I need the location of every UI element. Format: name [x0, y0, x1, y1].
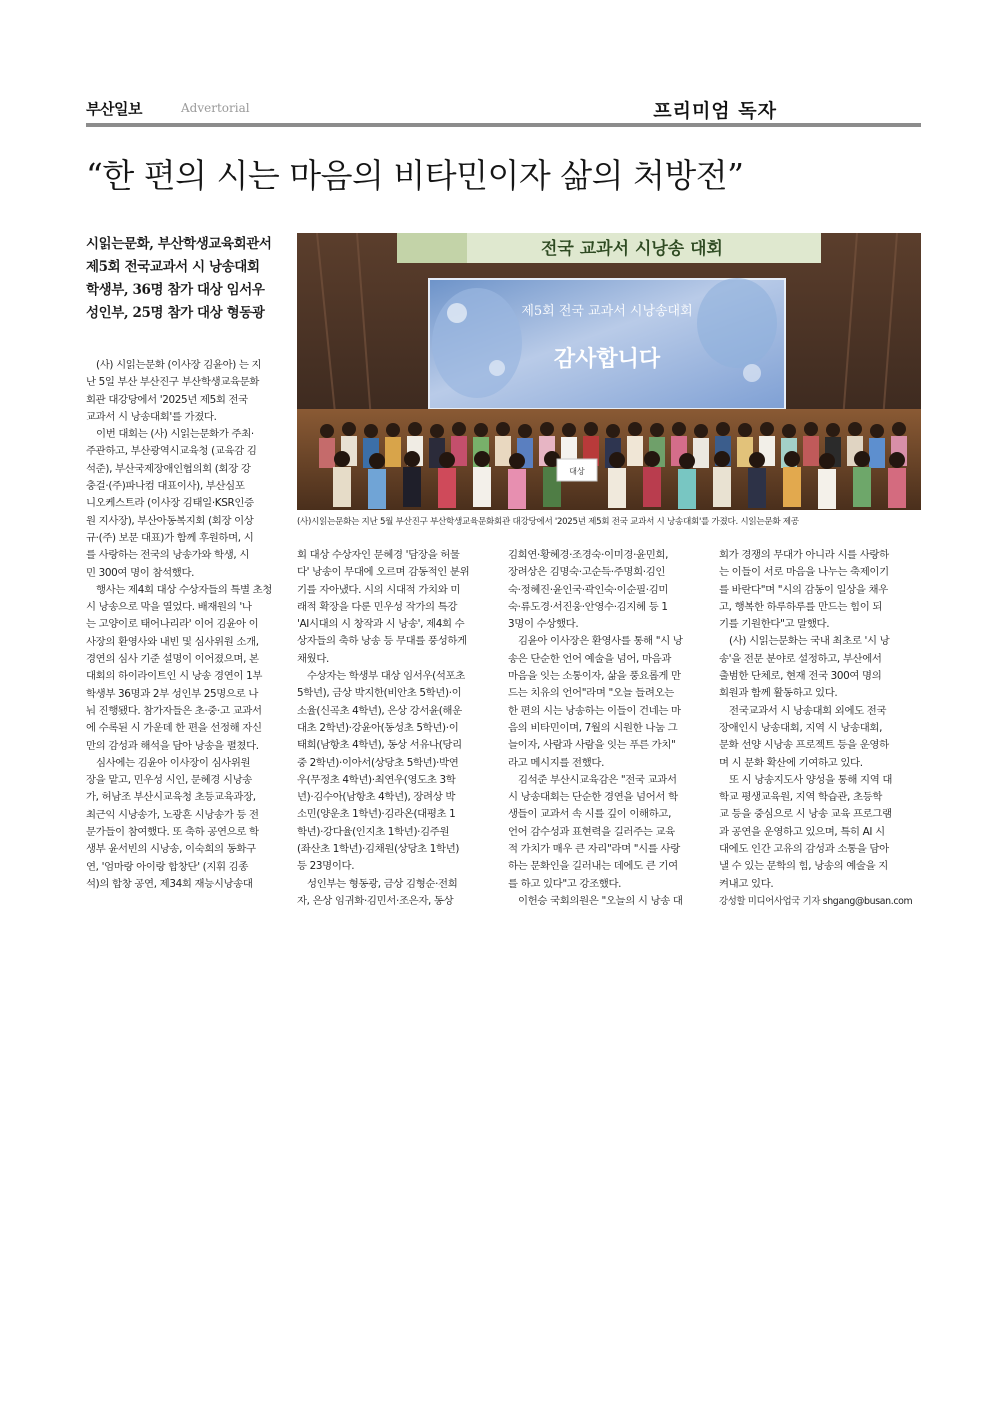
article-line: 경연의 심사 기준 설명이 이어졌으며, 본 [86, 653, 259, 666]
subhead-line: 성인부, 25명 참가 대상 형동광 [86, 305, 265, 321]
article-line: 소민(양운초 1학년)·김라온(대평초 1 [297, 808, 456, 821]
headline: “한 편의 시는 마음의 비타민이자 삶의 처방전” [86, 156, 744, 195]
article-line: 김희연·황혜경·조경숙·이미경·윤민희, [508, 549, 669, 561]
article-line: 시 낭송대회는 단순한 경연을 넘어서 학 [508, 791, 678, 804]
article-line: 규·(주) 보문 대표)가 함께 후원하며, 시 [86, 531, 254, 544]
article-line: 회원과 함께 활동하고 있다. [719, 687, 838, 700]
advertorial-label: Advertorial [181, 101, 250, 115]
article-line: 에 수록된 시 가운데 한 편을 선정해 자신 [86, 722, 262, 735]
screen-message-text: 감사합니다 [553, 347, 661, 372]
article-line: 행사는 제4회 대상 수상자들의 특별 초청 [86, 583, 273, 596]
article-line: 난 5일 부산 부산진구 부산학생교육문화 [86, 376, 260, 389]
article-line: 3명이 수상했다. [508, 618, 579, 631]
article-line: 대에도 인간 고유의 감성과 소통을 담아 [719, 843, 889, 856]
article-line: 마음을 잇는 소통이자, 삶을 풍요롭게 만 [508, 670, 681, 683]
subhead-line: 학생부, 36명 참가 대상 임서우 [86, 282, 265, 298]
article-line: 사장의 환영사와 내빈 및 심사위원 소개, [86, 635, 259, 648]
article-column-2 [297, 547, 497, 910]
article-line: 라고 메시지를 전했다. [508, 756, 605, 769]
article-line: 회 대상 수상자인 문혜경 '담장을 허물 [297, 549, 460, 561]
article-line: 켜내고 있다. [719, 877, 774, 890]
article-line: 가, 허남조 부산시교육청 초등교육과장, [86, 791, 256, 804]
article-line: 생부 윤서빈의 시낭송, 이숙희의 동화구 [86, 843, 256, 856]
article-column-4 [719, 547, 921, 910]
article-line: 를 하고 있다"고 강조했다. [508, 877, 622, 890]
article-line: 생들이 교과서 속 시를 깊이 이해하고, [508, 808, 672, 821]
article-line: 래적 확장을 다룬 민우성 작가의 특강 [297, 600, 458, 613]
article-line: 5학년), 금상 박지한(비안초 5학년)·이 [297, 687, 462, 700]
article-line: 채웠다. [297, 652, 330, 665]
article-line: (사) 시읽는문화 (이사장 김윤아) 는 지 [86, 359, 262, 371]
article-line: 전국교과서 시 낭송대회 외에도 전국 [719, 704, 887, 717]
header-rule [86, 123, 921, 127]
article-line: 이번 대회는 (사) 시읽는문화가 주최· [86, 428, 254, 441]
event-photo-illustration [297, 233, 921, 510]
article-line: 숙·류도경·서진웅·안영수·김지혜 등 1 [508, 600, 668, 613]
article-line: 또 시 낭송지도사 양성을 통해 지역 대 [719, 773, 893, 786]
article-line: 하는 문화인을 길러내는 데에도 큰 기여 [508, 860, 678, 873]
article-line: 중 2학년)·이아서(상당초 5학년)·박연 [297, 756, 459, 769]
article-line: 늘이자, 사람과 사람을 잇는 푸른 가치" [508, 739, 676, 752]
article-line: 등 23명이다. [297, 860, 355, 873]
article-line: 성인부는 형동광, 금상 김형순·전희 [297, 877, 458, 890]
article-line: 김석준 부산시교육감은 "전국 교과서 [508, 773, 677, 786]
article-line: 며 시 문화 확산에 기여하고 있다. [719, 756, 863, 769]
section-title: 프리미엄 독자 [653, 100, 777, 122]
article-line: 장애인시 낭송대회, 지역 시 낭송대회, [719, 721, 883, 734]
article-line: 시 낭송으로 막을 열었다. 배재원의 '나 [86, 601, 252, 614]
masthead [86, 96, 921, 122]
award-placard-text: 대상 [569, 467, 585, 476]
article-line: 는 고양이로 태어나리라' 이어 김윤아 이 [86, 618, 259, 631]
article-line: 기를 자아냈다. 시의 시대적 가치와 미 [297, 583, 461, 596]
article-line: 드는 치유의 언어"라며 "오늘 들려오는 [508, 687, 674, 700]
event-photo [297, 233, 921, 510]
article-line: 석)의 합창 공연, 제34회 재능시낭송대 [86, 877, 253, 890]
article-line: 를 바란다"며 "시의 감동이 일상을 채우 [719, 583, 888, 596]
article-line: 만의 감성과 해석을 담아 낭송을 펼쳤다. [86, 739, 259, 752]
article-line: 대회의 하이라이트인 시 낭송 경연이 1부 [86, 670, 263, 683]
article-line: 적 가치가 매우 큰 자리"라며 "시를 사랑 [508, 843, 680, 856]
article-line: 최근익 시낭송가, 노광흔 시낭송가 등 전 [86, 808, 259, 821]
article-line: 소율(신곡초 4학년), 은상 강서윤(해운 [297, 704, 462, 717]
article-line: (좌산초 1학년)·김채원(상당초 1학년) [297, 843, 460, 856]
article-line: 문화 선양 시낭송 프로젝트 등을 운영하 [719, 739, 889, 752]
stage-banner-text: 전국 교과서 시낭송 대회 [541, 239, 723, 259]
article-line: 다' 낭송이 무대에 오르며 감동적인 분위 [297, 566, 470, 579]
subheads [86, 233, 291, 325]
screen-title-text: 제5회 전국 교과서 시낭송대회 [521, 304, 693, 319]
article-line: 원 지사장), 부산아동복지회 (회장 이상 [86, 514, 254, 527]
article-line: 한 편의 시는 낭송하는 이들이 건네는 마 [508, 704, 681, 717]
article-line: 회가 경쟁의 무대가 아니라 시를 사랑하 [719, 549, 889, 561]
newspaper-logo: 부산일보 [86, 100, 142, 118]
article-column-1 [86, 357, 286, 893]
article-line: 송은 단순한 언어 예술을 넘어, 마음과 [508, 652, 672, 665]
article-line: 기를 기원한다"고 말했다. [719, 618, 830, 631]
article-line: 연, '엄마랑 아이랑 합창단' (지휘 김종 [86, 860, 249, 873]
article-line: 상자들의 축하 낭송 등 무대를 풍성하게 [297, 635, 467, 648]
article-line: 심사에는 김윤아 이사장이 심사위원 [86, 756, 251, 769]
subhead-line: 제5회 전국교과서 시 낭송대회 [86, 259, 260, 275]
article-line: 민 300여 명이 참석했다. [86, 566, 195, 579]
article-line: 니오케스트라 (이사장 김태일·KSR인증 [86, 497, 254, 510]
article-line: 김윤아 이사장은 환영사를 통해 "시 낭 [508, 635, 683, 648]
article-line: 음의 비타민이며, 7월의 시원한 나눔 그 [508, 721, 678, 734]
article-line: 눠 진행됐다. 참가자들은 초·중·고 교과서 [86, 704, 262, 717]
article-line: 충걸·(주)파나컴 대표이사), 부산심포 [86, 480, 245, 493]
article-line: 학생부 36명과 2부 성인부 25명으로 나 [86, 687, 259, 700]
article-line: 교과서 시 낭송대회'를 가졌다. [86, 410, 217, 423]
byline: 강성할 미디어사업국 기자 shgang@busan.com [719, 895, 913, 907]
article-line: 'AI시대의 시 창작과 시 낭송', 제4회 수 [297, 618, 465, 631]
article-line: 는 이들이 서로 마음을 나누는 축제이기 [719, 566, 889, 579]
article-line: 학년)·강다율(인지초 1학년)·김주원 [297, 825, 450, 838]
article-column-3 [508, 547, 708, 910]
article-line: 수상자는 학생부 대상 임서우(석포초 [297, 670, 465, 683]
article-line: 년)·김수아(남항초 4학년), 장려상 박 [297, 791, 456, 804]
article-line: 를 사랑하는 전국의 낭송가와 학생, 시 [86, 549, 250, 562]
article-line: 출범한 단체로, 현재 전국 300여 명의 [719, 670, 882, 683]
article-line: 장을 맡고, 민우성 시인, 문혜경 시낭송 [86, 774, 252, 787]
article-line: 태희(남항초 4학년), 동상 서유나(당리 [297, 739, 462, 752]
article-line: 과 공연을 운영하고 있으며, 특히 AI 시 [719, 825, 885, 838]
article-line: 석준), 부산국제장애인협의회 (회장 강 [86, 462, 251, 475]
article-line: 고, 행복한 하루하루를 만드는 힘이 되 [719, 600, 883, 613]
article-line: 자, 은상 임귀화·김민서·조은자, 동상 [297, 894, 454, 907]
article-line: 숙·정혜진·윤인국·곽인숙·이순필·김미 [508, 583, 669, 596]
article-line: 회관 대강당에서 '2025년 제5회 전국 [86, 393, 248, 406]
article-line: 교 등을 중심으로 시 낭송 교육 프로그램 [719, 808, 892, 821]
article-line: 송'을 전문 분야로 설정하고, 부산에서 [719, 652, 882, 665]
article-line: 대초 2학년)·강윤아(동성초 5학년)·이 [297, 721, 459, 734]
article-line: 낼 수 있는 문학의 힘, 낭송의 예술을 지 [719, 860, 888, 873]
photo-caption: (사)시읽는문화는 지난 5월 부산진구 부산학생교육문화회관 대강당에서 '2025년 제5회 전국 교과서 시 낭송대회'를 가졌다. 시읽는문화 제공 [297, 517, 799, 527]
article-line: (사) 시읽는문화는 국내 최초로 '시 낭 [719, 635, 890, 648]
article-line: 우(무정초 4학년)·최연우(영도초 3학 [297, 773, 456, 786]
article-line: 이헌승 국회의원은 "오늘의 시 낭송 대 [508, 894, 683, 907]
article-line: 장려상은 김명숙·고순득·주명희·김인 [508, 566, 666, 579]
article-line: 문가들이 참여했다. 또 축하 공연으로 학 [86, 826, 259, 839]
article-line: 주관하고, 부산광역시교육청 (교육감 김 [86, 445, 257, 458]
article-line: 학교 평생교육원, 지역 학습관, 초등학 [719, 791, 883, 804]
subhead-line: 시읽는문화, 부산학생교육회관서 [86, 236, 272, 252]
article-line: 언어 감수성과 표현력을 길러주는 교육 [508, 825, 675, 838]
